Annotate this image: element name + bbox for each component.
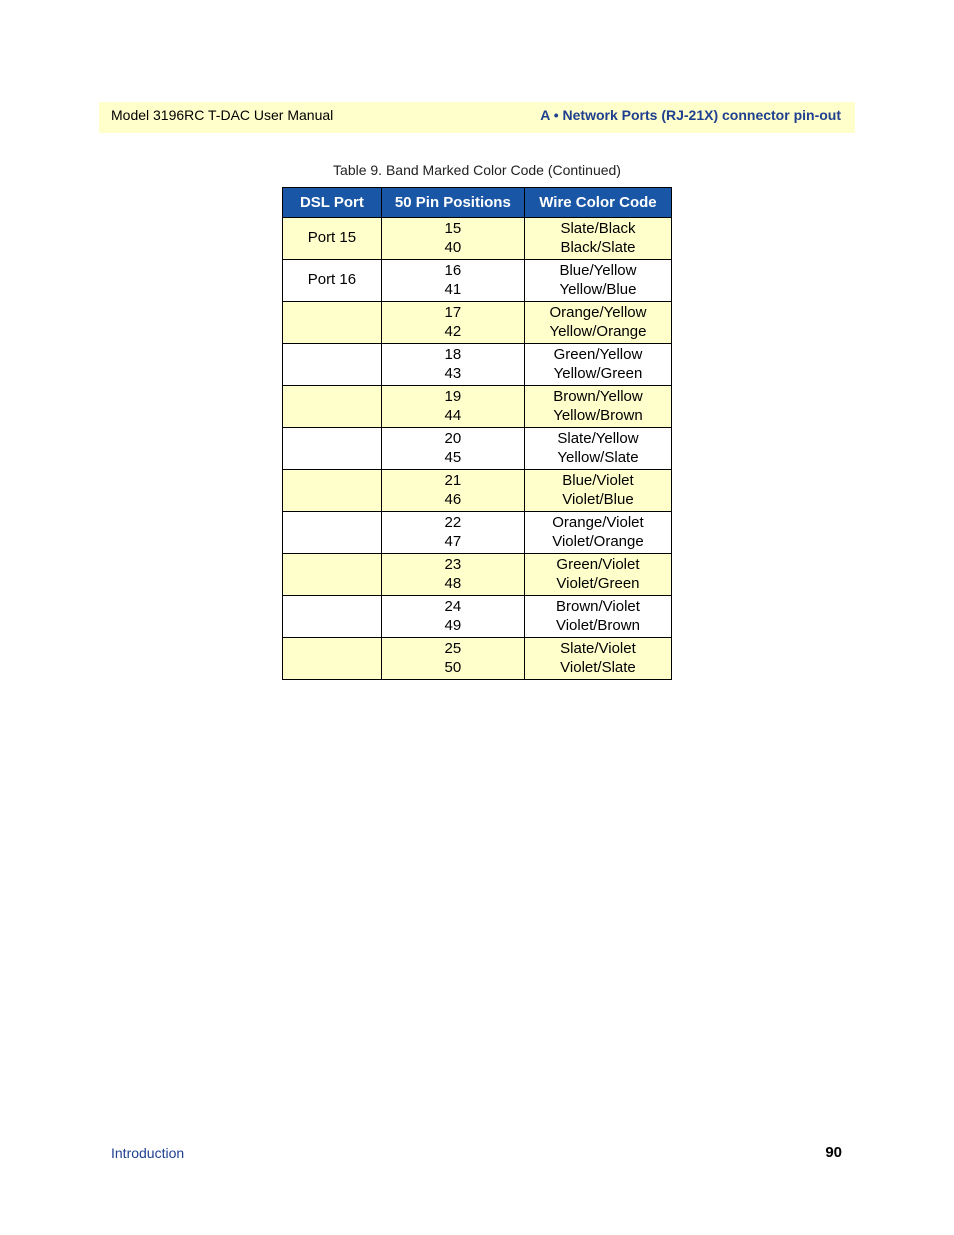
table-row — [283, 512, 672, 554]
pin-positions-cell — [381, 512, 524, 554]
pin-number: 47 — [444, 532, 462, 550]
column-header-dsl-port: DSL Port — [283, 188, 382, 218]
table-row — [283, 218, 672, 260]
wire-color-pair: Brown/Violet — [555, 598, 640, 615]
pin-positions-cell — [381, 386, 524, 428]
pin-number: 19 — [444, 388, 462, 405]
pin-positions-cell — [381, 554, 524, 596]
pin-positions-cell — [381, 344, 524, 386]
wire-color-pair: Slate/Yellow — [557, 430, 639, 447]
pin-number: 18 — [444, 346, 462, 363]
pin-positions-cell — [381, 638, 524, 680]
wire-color-pair: Violet/Blue — [562, 490, 634, 508]
dsl-port-cell — [283, 344, 382, 386]
table-row — [283, 386, 672, 428]
wire-color-pair: Orange/Yellow — [549, 304, 647, 321]
pin-number: 16 — [444, 262, 462, 279]
pin-number: 46 — [444, 490, 462, 508]
pin-positions-cell — [381, 470, 524, 512]
pin-number: 50 — [444, 658, 462, 676]
dsl-port-cell — [283, 554, 382, 596]
wire-color-cell — [524, 470, 671, 512]
pin-number: 48 — [444, 574, 462, 592]
pin-positions-cell — [381, 428, 524, 470]
wire-color-pair: Yellow/Slate — [557, 448, 639, 466]
pin-number: 25 — [444, 640, 462, 657]
wire-color-pair: Slate/Violet — [560, 640, 636, 657]
dsl-port-cell — [283, 512, 382, 554]
wire-color-cell — [524, 638, 671, 680]
wire-color-pair: Blue/Yellow — [559, 262, 637, 279]
table-row — [283, 344, 672, 386]
table-row — [283, 260, 672, 302]
pin-number: 15 — [444, 220, 462, 237]
pin-number: 22 — [444, 514, 462, 531]
wire-color-cell — [524, 260, 671, 302]
table-caption: Table 9. Band Marked Color Code (Continued) — [333, 162, 621, 178]
dsl-port-cell — [283, 596, 382, 638]
wire-color-pair: Brown/Yellow — [553, 388, 643, 405]
pin-number: 23 — [444, 556, 462, 573]
wire-color-cell — [524, 596, 671, 638]
pin-number: 21 — [444, 472, 462, 489]
wire-color-cell — [524, 218, 671, 260]
wire-color-pair: Blue/Violet — [562, 472, 634, 489]
table-row — [283, 638, 672, 680]
pin-number: 20 — [444, 430, 462, 447]
wire-color-pair: Violet/Brown — [555, 616, 640, 634]
pin-number: 49 — [444, 616, 462, 634]
table-row — [283, 428, 672, 470]
wire-color-pair: Orange/Violet — [552, 514, 644, 531]
section-title: A • Network Ports (RJ-21X) connector pin-out — [540, 107, 841, 123]
wire-color-pair: Yellow/Orange — [549, 322, 647, 340]
dsl-port-cell — [283, 470, 382, 512]
pin-number: 24 — [444, 598, 462, 615]
wire-color-cell — [524, 428, 671, 470]
pin-positions-cell — [381, 260, 524, 302]
wire-color-pair: Green/Yellow — [553, 346, 643, 363]
pin-number: 42 — [444, 322, 462, 340]
pin-number: 45 — [444, 448, 462, 466]
column-header-pin-positions: 50 Pin Positions — [381, 188, 524, 218]
wire-color-cell — [524, 386, 671, 428]
pin-positions-cell — [381, 218, 524, 260]
table-row — [283, 470, 672, 512]
manual-title: Model 3196RC T-DAC User Manual — [111, 107, 334, 123]
wire-color-pair: Slate/Black — [560, 220, 636, 237]
wire-color-cell — [524, 302, 671, 344]
wire-color-pair: Yellow/Green — [553, 364, 643, 382]
dsl-port-cell: Port 15 — [283, 218, 382, 260]
table-row — [283, 554, 672, 596]
wire-color-pair: Violet/Green — [556, 574, 640, 592]
pin-number: 17 — [444, 304, 462, 321]
table-row — [283, 596, 672, 638]
pin-number: 40 — [444, 238, 462, 256]
pin-number: 44 — [444, 406, 462, 424]
wire-color-pair: Black/Slate — [560, 238, 636, 256]
pin-positions-cell — [381, 596, 524, 638]
column-header-wire-color: Wire Color Code — [524, 188, 671, 218]
dsl-port-cell — [283, 386, 382, 428]
pin-positions-cell — [381, 302, 524, 344]
table-row — [283, 302, 672, 344]
wire-color-pair: Yellow/Blue — [559, 280, 637, 298]
dsl-port-cell: Port 16 — [283, 260, 382, 302]
dsl-port-cell — [283, 428, 382, 470]
dsl-port-cell — [283, 638, 382, 680]
dsl-port-cell — [283, 302, 382, 344]
table-body — [283, 218, 672, 680]
wire-color-cell — [524, 512, 671, 554]
pinout-table — [282, 187, 672, 680]
footer-section: Introduction — [111, 1145, 185, 1161]
pin-number: 41 — [444, 280, 462, 298]
wire-color-cell — [524, 554, 671, 596]
wire-color-pair: Violet/Slate — [560, 658, 636, 676]
table-header-row — [283, 188, 672, 218]
running-header — [99, 102, 855, 133]
wire-color-pair: Violet/Orange — [552, 532, 644, 550]
pin-number: 43 — [444, 364, 462, 382]
wire-color-pair: Green/Violet — [556, 556, 640, 573]
page-number: 90 — [825, 1144, 842, 1161]
wire-color-cell — [524, 344, 671, 386]
wire-color-pair: Yellow/Brown — [553, 406, 643, 424]
